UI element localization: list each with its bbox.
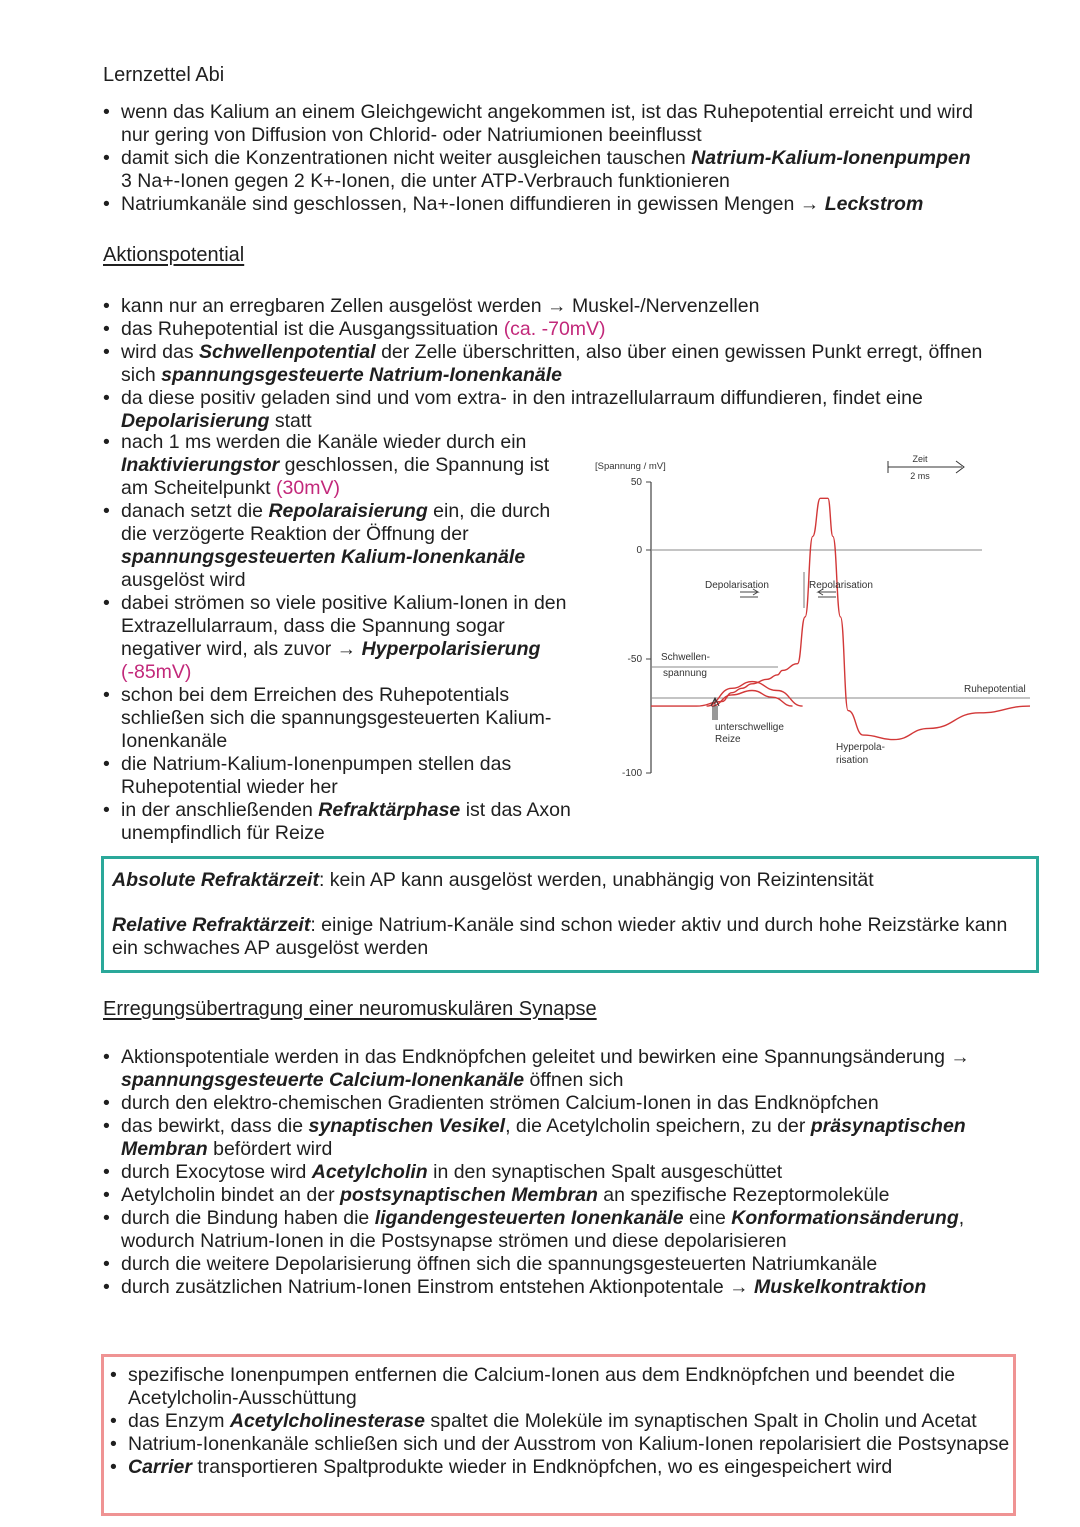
emphasis-term: Carrier — [128, 1456, 192, 1478]
bullet-item — [103, 1092, 993, 1115]
text-run: statt — [269, 410, 312, 432]
emphasis-term: synaptischen Vesikel — [308, 1115, 506, 1137]
emphasis-term: Natrium-Kalium-Ionenpumpen — [691, 147, 971, 169]
label-ruhepotential: Ruhepotential — [964, 684, 1026, 695]
emphasis-term: spannungsgesteuerten Kalium-Ionenkanäle — [121, 546, 526, 568]
emphasis-term: Repolaraisierung — [268, 500, 428, 522]
text-run: schon bei dem Erreichen des Ruhepotentials schließen sich die spannungsgesteuerten Kalium-Ionenkanäle — [121, 684, 552, 752]
text-run: Aktionspotentiale werden in das Endknöpfchen geleitet und bewirken eine Spannungsänderung → — [121, 1046, 970, 1068]
label-schwelle-1: Schwellen- — [661, 652, 710, 663]
ap-list-narrow — [103, 431, 578, 845]
time-scale-value: 2 ms — [910, 471, 930, 481]
bullet-item — [103, 799, 578, 845]
text-run: der Zelle überschritten, also über einen gewissen Punkt erregt, öffnen sich — [121, 341, 983, 386]
bullet-item — [103, 592, 578, 684]
emphasis-term: Acetylcholinesterase — [229, 1410, 425, 1432]
bullet-item — [103, 500, 578, 592]
bullet-item — [103, 387, 983, 433]
text-run: ist das Axon unempfindlich für Reize — [121, 799, 571, 844]
emphasis-term: Refraktärphase — [318, 799, 461, 821]
bullet-item — [103, 1276, 993, 1299]
emphasis-term: Hyperpolarisierung — [361, 638, 541, 660]
text-run: kann nur an erregbaren Zellen ausgelöst werden → Muskel-/Nervenzellen — [121, 295, 760, 317]
aktionspotential-chart — [590, 448, 1040, 788]
text-run: : kein AP kann ausgelöst werden, unabhängig von Reizintensität — [318, 869, 874, 891]
subthreshold-stimulus-line — [707, 682, 803, 707]
text-run: öffnen sich — [524, 1069, 624, 1091]
bullet-item — [110, 1456, 1015, 1479]
text-run: durch den elektro-chemischen Gradienten strömen Calcium-Ionen in das Endknöpfchen — [121, 1092, 879, 1114]
label-hyper-1: Hyperpola- — [836, 742, 885, 753]
text-run: damit sich die Konzentrationen nicht weiter ausgleichen tauschen — [121, 147, 692, 169]
text-run: das Ruhepotential ist die Ausgangssituation — [121, 318, 504, 340]
absolute-refractory-text — [112, 869, 1028, 892]
emphasis-term: spannungsgesteuerte Natrium-Ionenkanäle — [161, 364, 563, 386]
text-run: durch Exocytose wird — [121, 1161, 312, 1183]
emphasis-term: postsynaptischen Membran — [339, 1184, 598, 1206]
text-run: spezifische Ionenpumpen entfernen die Calcium-Ionen aus dem Endknöpfchen und beendet die Acetylcholin-Ausschüttung — [128, 1364, 956, 1409]
label-schwelle-2: spannung — [663, 668, 707, 679]
text-run: 3 Na+-Ionen gegen 2 K+-Ionen, die unter ATP-Verbrauch funktionieren — [121, 170, 730, 192]
bullet-item — [110, 1433, 1015, 1456]
y-axis-label: [Spannung / mV] — [595, 461, 666, 472]
text-run: geschlossen, die Spannung ist am Scheitelpunkt — [121, 454, 550, 499]
time-scale-label: Zeit — [912, 454, 928, 464]
text-run: die Natrium-Kalium-Ionenpumpen stellen das Ruhepotential wieder her — [121, 753, 512, 798]
emphasis-term: spannungsgesteuerte Calcium-Ionenkanäle — [121, 1069, 525, 1091]
text-run: Natriumkanäle sind geschlossen, Na+-Ionen diffundieren in gewissen Mengen → — [121, 193, 825, 215]
text-run: danach setzt die — [121, 500, 269, 522]
emphasis-term: präsynaptischen Membran — [121, 1115, 966, 1160]
emphasis-term: Konformationsänderung — [731, 1207, 959, 1229]
bullet-item — [103, 341, 983, 387]
relative-refractory-text — [112, 914, 1028, 960]
text-run: das Enzym — [128, 1410, 230, 1432]
y-tick-label-m50: -50 — [627, 654, 642, 665]
bullet-item — [103, 1046, 993, 1092]
bullet-item — [103, 318, 983, 341]
text-run: durch die Bindung haben die — [121, 1207, 375, 1229]
bullet-item — [103, 753, 578, 799]
section-heading-aktionspotential: Aktionspotential — [103, 244, 245, 266]
text-run: in den synaptischen Spalt ausgeschüttet — [427, 1161, 783, 1183]
emphasis-term: ligandengesteuerten Ionenkanäle — [374, 1207, 684, 1229]
time-scale — [888, 454, 964, 481]
text-run: spaltet die Moleküle im synaptischen Spalt in Cholin und Acetat — [424, 1410, 977, 1432]
bullet-item — [103, 1115, 993, 1161]
label-reize-2: Reize — [715, 734, 741, 745]
text-run: Natrium-Ionenkanäle schließen sich und der Ausstrom von Kalium-Ionen repolarisiert die Postsynapse — [128, 1433, 1010, 1455]
text-run: in der anschließenden — [121, 799, 319, 821]
bullet-item — [103, 101, 983, 147]
section-heading-synapse: Erregungsübertragung einer neuromuskulären Synapse — [103, 998, 597, 1020]
emphasis-term: Acetylcholin — [311, 1161, 428, 1183]
phase-labels — [661, 572, 1026, 766]
text-run: Aetylcholin bindet an der — [121, 1184, 340, 1206]
text-run: ein, die durch die verzögerte Reaktion der Öffnung der — [121, 500, 551, 545]
label-repolarisation: Repolarisation — [809, 580, 873, 591]
emphasis-term: Depolarisierung — [121, 410, 270, 432]
text-run: das bewirkt, dass die — [121, 1115, 309, 1137]
bullet-item — [103, 1161, 993, 1184]
text-run: durch die weitere Depolarisierung öffnen sich die spannungsgesteuerten Natriumkanäle — [121, 1253, 878, 1275]
text-run: , wodurch Natrium-Ionen in die Postsynapse strömen und diese depolarisieren — [121, 1207, 965, 1252]
text-run: dabei strömen so viele positive Kalium-Ionen in den Extrazellularraum, dass die Spannung sogar negativer wird, als zuvor → — [121, 592, 567, 660]
text-run: wird das — [121, 341, 200, 363]
bullet-item — [103, 684, 578, 753]
text-run: nach 1 ms werden die Kanäle wieder durch ein — [121, 431, 527, 453]
text-run: , die Acetylcholin speichern, zu der — [505, 1115, 811, 1137]
text-run: eine — [683, 1207, 732, 1229]
series-layer — [651, 498, 1030, 739]
value-highlight: (30mV) — [276, 477, 340, 499]
text-run: da diese positiv geladen sind und vom extra- in den intrazellularraum diffundieren, findet eine — [121, 387, 923, 409]
label-hyper-2: risation — [836, 755, 869, 766]
bullet-item — [103, 1253, 993, 1276]
text-run: befördert wird — [207, 1138, 333, 1160]
breakdown-list — [110, 1364, 1015, 1479]
emphasis-term: Absolute Refraktärzeit — [112, 869, 319, 891]
reference-lines — [651, 550, 1030, 698]
synapse-list — [103, 1046, 993, 1299]
emphasis-term: Inaktivierungstor — [121, 454, 280, 476]
text-run: transportieren Spaltprodukte wieder in Endknöpfchen, wo es eingespeichert wird — [191, 1456, 893, 1478]
bullet-item — [110, 1410, 1015, 1433]
ap-list-full — [103, 295, 983, 433]
bullet-item — [103, 431, 578, 500]
label-depolarisation: Depolarisation — [705, 580, 769, 591]
bullet-item — [110, 1364, 1015, 1410]
intro-list — [103, 101, 983, 216]
y-tick-label-0: 0 — [636, 545, 642, 556]
bullet-item — [103, 147, 983, 193]
value-highlight: (ca. -70mV) — [503, 318, 606, 340]
chart-axes — [595, 461, 666, 779]
y-tick-label-m100: -100 — [621, 768, 642, 779]
emphasis-term: Leckstrom — [824, 193, 924, 215]
label-reize-1: unterschwellige — [715, 722, 784, 733]
y-tick-label-50: 50 — [630, 477, 642, 488]
text-run: wenn das Kalium an einem Gleichgewicht angekommen ist, ist das Ruhepotential erreicht und wird nur gering von Diffusion von Chlorid- oder Natriumionen beeinflusst — [121, 101, 973, 146]
text-run: durch zusätzlichen Natrium-Ionen Einstrom entstehen Aktionpotentale → — [121, 1276, 755, 1298]
emphasis-term: Muskelkontraktion — [754, 1276, 927, 1298]
emphasis-term: Relative Refraktärzeit — [112, 914, 311, 936]
bullet-item — [103, 1207, 993, 1253]
text-run: ausgelöst wird — [121, 569, 246, 591]
action-potential-line — [651, 498, 1030, 739]
bullet-item — [103, 1184, 993, 1207]
bullet-item — [103, 193, 983, 216]
text-run: : einige Natrium-Kanäle sind schon wieder aktiv und durch hohe Reizstärke kann ein schwaches AP ausgelöst werden — [112, 914, 1008, 959]
page-title: Lernzettel Abi — [103, 64, 225, 86]
emphasis-term: Schwellenpotential — [199, 341, 376, 363]
text-run: an spezifische Rezeptormoleküle — [597, 1184, 890, 1206]
value-highlight: (-85mV) — [121, 661, 192, 683]
bullet-item — [103, 295, 983, 318]
refractory-info-box — [101, 856, 1039, 973]
